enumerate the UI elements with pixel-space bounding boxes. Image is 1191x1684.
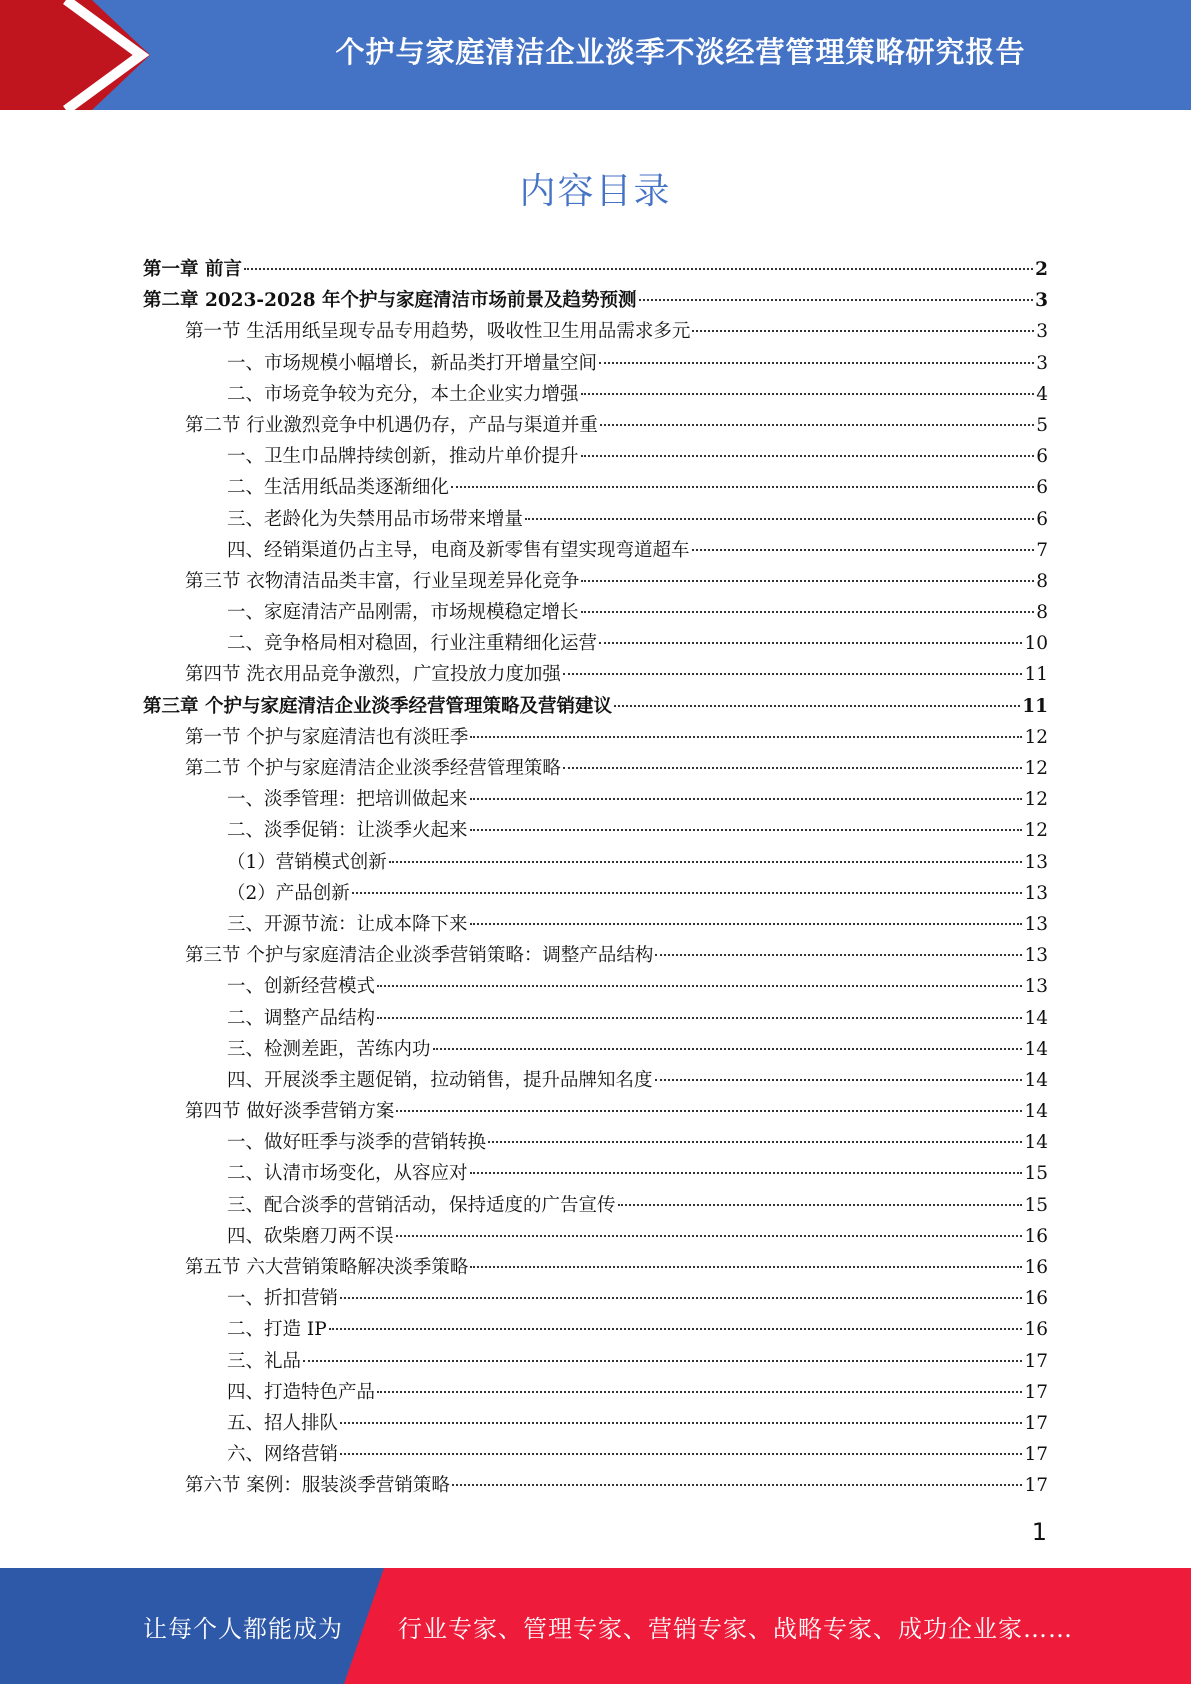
report-title: 个护与家庭清洁企业淡季不淡经营管理策略研究报告 [335,34,1026,69]
toc-entry-title: （2）产品创新 [227,882,350,904]
toc-entry[interactable] [143,566,1048,597]
toc-entry-page: 6 [1036,446,1048,468]
toc-dot-leader [581,580,1034,582]
toc-entry[interactable] [143,472,1048,503]
toc-entry[interactable] [143,1252,1048,1283]
toc-dot-leader [470,798,1023,800]
toc-dot-leader [377,1391,1022,1393]
toc-entry-title: 四、经销渠道仍占主导，电商及新零售有望实现弯道超车 [227,539,690,561]
toc-dot-leader [377,985,1022,987]
toc-entry-page: 16 [1024,1257,1048,1278]
toc-entry[interactable] [143,971,1048,1002]
toc-entry-title: 一、创新经营模式 [227,976,376,998]
toc-entry[interactable] [143,753,1048,784]
toc-entry-title: 三、老龄化为失禁用品市场带来增量 [227,508,524,530]
toc-entry[interactable] [143,285,1048,316]
toc-entry[interactable] [143,1314,1048,1345]
toc-entry-page: 17 [1024,1444,1048,1466]
page-number: 1 [1031,1518,1047,1546]
toc-entry[interactable] [143,1096,1048,1127]
toc-entry-page: 6 [1036,477,1048,499]
toc-entry-title: 四、开展淡季主题促销，拉动销售，提升品牌知名度 [227,1069,653,1091]
toc-entry-page: 12 [1024,726,1048,748]
toc-entry-page: 13 [1024,913,1048,935]
toc-entry[interactable] [143,348,1048,379]
toc-entry-title: 一、淡季管理：把培训做起来 [227,789,468,811]
toc-entry-title: 第三章 个护与家庭清洁企业淡季经营管理策略及营销建议 [143,695,612,717]
toc-dot-leader [352,892,1023,894]
toc-entry-page: 17 [1024,1475,1048,1497]
toc-entry-title: 三、检测差距，苦练内功 [227,1038,431,1060]
chevron-right-icon [0,0,150,110]
header-banner [0,0,1191,110]
toc-entry-page: 14 [1024,1132,1048,1154]
toc-entry-title: 第三节 衣物清洁品类丰富，行业呈现差异化竞争 [185,570,580,592]
toc-entry[interactable] [143,597,1048,628]
toc-entry-title: （1）营销模式创新 [227,851,387,873]
toc-dot-leader [470,736,1022,738]
toc-entry-page: 16 [1024,1319,1048,1341]
toc-entry-title: 第四节 洗衣用品竞争激烈，广宣投放力度加强 [185,664,561,686]
toc-dot-leader [329,1328,1023,1330]
toc-entry-title: 第二节 行业激烈竞争中机遇仍存，产品与渠道并重 [185,414,598,436]
toc-entry[interactable] [143,909,1048,940]
toc-entry-title: 三、配合淡季的营销活动，保持适度的广告宣传 [227,1194,616,1216]
toc-entry-page: 13 [1024,945,1048,967]
footer-slogan-left: 让每个人都能成为 [143,1614,343,1643]
toc-entry-page: 3 [1035,290,1048,312]
toc-entry-page: 4 [1036,383,1048,405]
toc-entry-title: 第六节 案例：服装淡季营销策略 [185,1475,450,1497]
toc-entry-page: 12 [1024,758,1048,779]
toc-entry[interactable] [143,1127,1048,1158]
toc-entry[interactable] [143,691,1048,722]
toc-entry-title: 三、开源节流：让成本降下来 [227,913,468,935]
toc-dot-leader [452,1484,1023,1486]
toc-entry-page: 2 [1035,259,1048,280]
toc-entry-title: 二、竞争格局相对稳固，行业注重精细化运营 [227,633,598,655]
toc-entry-title: 一、做好旺季与淡季的营销转换 [227,1132,487,1154]
toc-entry-page: 10 [1024,633,1048,655]
footer-banner [0,1568,1191,1684]
toc-entry[interactable] [143,504,1048,535]
footer-slogan-right: 行业专家、管理专家、营销专家、战略专家、成功企业家…… [398,1614,1073,1643]
toc-entry-page: 3 [1036,352,1048,374]
toc-dot-leader [244,268,1033,270]
toc-entry-title: 一、市场规模小幅增长，新品类打开增量空间 [227,352,598,374]
toc-entry-title: 二、调整产品结构 [227,1007,376,1029]
toc-dot-leader [396,1110,1022,1112]
toc-entry[interactable] [143,1470,1048,1501]
toc-entry[interactable] [143,410,1048,441]
toc-dot-leader [433,1048,1023,1050]
toc-dot-leader [563,673,1023,675]
toc-dot-leader [389,861,1023,863]
toc-entry[interactable] [143,940,1048,971]
toc-entry-page: 17 [1024,1350,1048,1372]
toc-entry[interactable] [143,815,1048,846]
toc-dot-leader [470,1172,1023,1174]
toc-entry-page: 6 [1036,508,1048,530]
toc-entry-page: 12 [1024,789,1048,811]
toc-dot-leader [470,1266,1022,1268]
toc-entry-title: 二、淡季促销：让淡季火起来 [227,820,468,842]
toc-entry[interactable] [143,1158,1048,1189]
toc-entry-page: 16 [1024,1225,1048,1247]
toc-dot-leader [581,455,1035,457]
toc-entry[interactable] [143,1408,1048,1439]
toc-entry-title: 六、网络营销 [227,1444,339,1466]
toc-entry-title: 第五节 六大营销策略解决淡季策略 [185,1257,469,1278]
toc-entry-title: 第二节 个护与家庭清洁企业淡季经营管理策略 [185,758,561,779]
toc-entry[interactable] [143,1003,1048,1034]
toc-entry-title: 第二章 2023-2028 年个护与家庭清洁市场前景及趋势预测 [143,290,637,312]
toc-entry[interactable] [143,1283,1048,1314]
toc-entry-title: 四、砍柴磨刀两不误 [227,1225,394,1247]
toc-dot-leader [614,705,1020,707]
toc-dot-leader [692,549,1035,551]
toc-entry-page: 15 [1024,1163,1048,1185]
toc-entry[interactable] [143,1439,1048,1470]
toc-entry[interactable] [143,1221,1048,1252]
toc-entry[interactable] [143,722,1048,753]
toc-entry-page: 15 [1024,1194,1048,1216]
toc-entry[interactable] [143,254,1048,285]
toc-dot-leader [563,767,1023,769]
toc-entry-title: 一、家庭清洁产品刚需，市场规模稳定增长 [227,602,579,624]
toc-entry[interactable] [143,628,1048,659]
table-of-contents [143,254,1048,1502]
toc-dot-leader [692,330,1034,332]
toc-entry-title: 二、生活用纸品类逐渐细化 [227,477,450,499]
toc-entry[interactable] [143,316,1048,347]
toc-dot-leader [470,829,1023,831]
toc-entry-title: 第一节 生活用纸呈现专品专用趋势，吸收性卫生用品需求多元 [185,321,691,343]
toc-entry[interactable] [143,784,1048,815]
toc-entry[interactable] [143,1346,1048,1377]
toc-dot-leader [581,611,1035,613]
toc-dot-leader [470,923,1023,925]
toc-entry-title: 二、认清市场变化，从容应对 [227,1163,468,1185]
toc-entry-page: 8 [1036,602,1048,624]
toc-dot-leader [655,954,1022,956]
toc-entry[interactable] [143,1377,1048,1408]
toc-heading: 内容目录 [519,171,672,212]
toc-entry-page: 13 [1024,851,1048,873]
toc-dot-leader [639,299,1034,301]
toc-entry-page: 5 [1036,414,1048,436]
toc-entry-page: 3 [1036,321,1048,343]
toc-entry-title: 四、打造特色产品 [227,1381,376,1403]
toc-entry-page: 14 [1024,1101,1048,1123]
toc-entry[interactable] [143,1065,1048,1096]
toc-entry-page: 13 [1024,976,1048,998]
toc-entry[interactable] [143,847,1048,878]
toc-dot-leader [618,1204,1023,1206]
toc-dot-leader [599,362,1034,364]
toc-entry-title: 第三节 个护与家庭清洁企业淡季营销策略：调整产品结构 [185,945,654,967]
toc-entry-title: 五、招人排队 [227,1412,339,1434]
toc-entry-page: 16 [1024,1288,1048,1310]
toc-dot-leader [599,642,1022,644]
toc-entry-page: 11 [1022,695,1048,717]
toc-entry[interactable] [143,1190,1048,1221]
toc-entry-page: 11 [1024,664,1048,686]
toc-dot-leader [303,1360,1022,1362]
toc-dot-leader [340,1453,1022,1455]
toc-entry-page: 14 [1024,1038,1048,1060]
toc-entry-title: 一、折扣营销 [227,1288,339,1310]
toc-entry[interactable] [143,441,1048,472]
toc-entry-page: 13 [1024,882,1048,904]
toc-dot-leader [525,518,1034,520]
toc-entry[interactable] [143,535,1048,566]
toc-entry-title: 二、市场竞争较为充分，本土企业实力增强 [227,383,579,405]
toc-entry-title: 第一节 个护与家庭清洁也有淡旺季 [185,726,469,748]
toc-dot-leader [340,1422,1022,1424]
toc-entry-title: 第四节 做好淡季营销方案 [185,1101,395,1123]
toc-dot-leader [581,393,1035,395]
toc-entry-title: 一、卫生巾品牌持续创新，推动片单价提升 [227,446,579,468]
toc-entry-page: 8 [1036,570,1048,592]
toc-entry[interactable] [143,379,1048,410]
toc-dot-leader [396,1235,1023,1237]
toc-entry-page: 7 [1036,539,1048,561]
toc-entry[interactable] [143,878,1048,909]
toc-entry-page: 14 [1024,1069,1048,1091]
toc-entry-page: 17 [1024,1381,1048,1403]
toc-dot-leader [340,1297,1022,1299]
toc-entry-page: 12 [1024,820,1048,842]
toc-entry-page: 17 [1024,1412,1048,1434]
toc-entry-page: 14 [1024,1007,1048,1029]
toc-dot-leader [377,1017,1022,1019]
toc-dot-leader [451,486,1034,488]
toc-dot-leader [488,1141,1022,1143]
toc-entry[interactable] [143,659,1048,690]
toc-dot-leader [655,1079,1023,1081]
toc-dot-leader [600,424,1034,426]
toc-entry-title: 三、礼品 [227,1350,302,1372]
toc-entry-title: 第一章 前言 [143,259,242,280]
toc-entry-title: 二、打造 IP [227,1319,327,1341]
toc-entry[interactable] [143,1034,1048,1065]
